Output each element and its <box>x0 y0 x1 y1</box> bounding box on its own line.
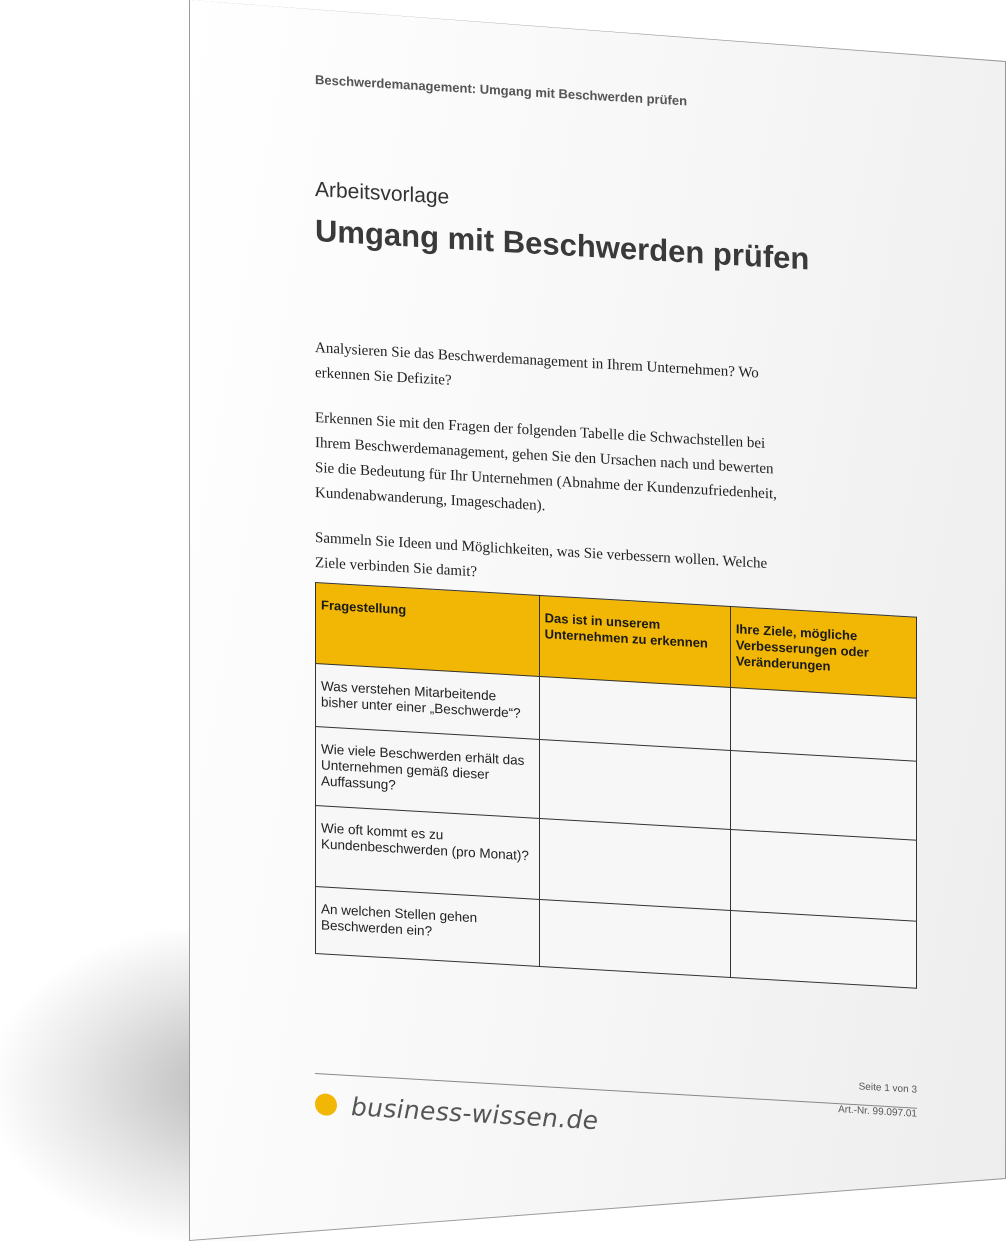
page-number: Seite 1 von 3 <box>858 1081 917 1096</box>
page-content <box>315 60 925 1195</box>
running-header: Beschwerdemanagement: Umgang mit Beschwerden prüfen <box>315 72 688 109</box>
logo-dot-icon <box>315 1093 337 1116</box>
observed-cell <box>539 899 730 977</box>
document-title: Umgang mit Beschwerden prüfen <box>315 213 810 277</box>
question-cell: Was verstehen Mitarbeitende bisher unter einer „Beschwerde“? <box>316 664 540 740</box>
column-header-question: Fragestellung <box>316 583 540 677</box>
article-number: Art.-Nr. 99.097.01 <box>838 1104 917 1120</box>
intro-paragraph-2: Erkennen Sie mit den Fragen der folgenden Tabelle die Schwachstellen bei Ihrem Beschwerdemanagement, gehen Sie den Ursachen nach und bewerten Sie die Bedeutung für Ihr Unternehmen (Abnahme der Kundenzufriedenheit, Kundenabwanderung, Imageschaden). <box>315 410 777 515</box>
goals-cell <box>730 750 916 840</box>
question-cell: Wie viele Beschwerden erhält das Unternehmen gemäß dieser Auffassung? <box>316 727 540 819</box>
question-cell: Wie oft kommt es zu Kundenbeschwerden (pro Monat)? <box>316 806 540 900</box>
brand-logo <box>315 1084 598 1140</box>
logo-wordmark: business-wissen.de <box>351 1091 599 1135</box>
goals-cell <box>730 687 916 761</box>
document-kicker: Arbeitsvorlage <box>315 178 450 209</box>
column-header-goals: Ihre Ziele, mögliche Verbesserungen oder Veränderungen <box>730 606 916 698</box>
observed-cell <box>539 818 730 910</box>
goals-cell <box>730 910 916 988</box>
intro-paragraph-1: Analysieren Sie das Beschwerdemanagement in Ihrem Unternehmen? Wo erkennen Sie Defizite? <box>315 340 759 389</box>
observed-cell <box>539 676 730 750</box>
observed-cell <box>539 739 730 829</box>
intro-paragraph-3: Sammeln Sie Ideen und Möglichkeiten, was Sie verbessern wollen. Welche Ziele verbinden Sie damit? <box>315 530 768 581</box>
question-table <box>315 582 917 989</box>
column-header-observed: Das ist in unserem Unternehmen zu erkennen <box>539 595 730 687</box>
question-cell: An welchen Stellen gehen Beschwerden ein? <box>316 887 540 967</box>
goals-cell <box>730 829 916 921</box>
